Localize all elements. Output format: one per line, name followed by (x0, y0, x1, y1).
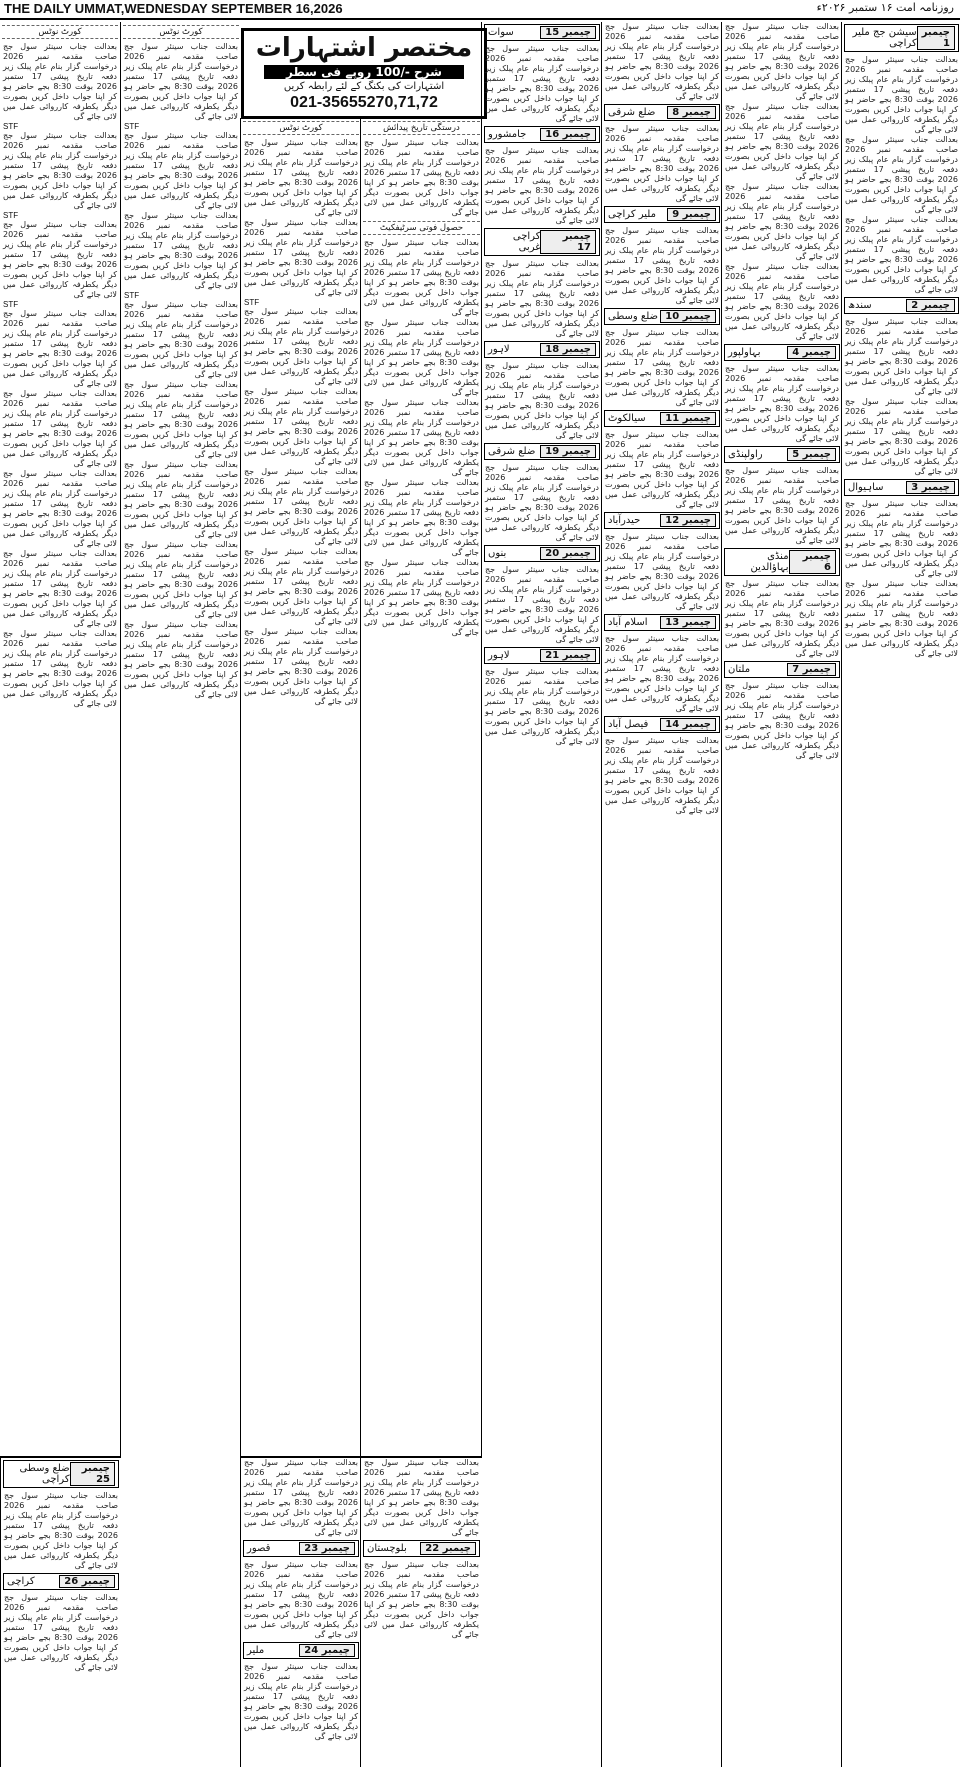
notice-text: بعدالت جناب سینئر سول جج صاحب مقدمہ نمبر 2026 درخواست گزار بنام عام پبلک زیر دفعہ تاریخ پیشی 17 ستمبر 2026 بوقت 8:30 بجے حاضر ہو کر اپنا جواب داخل کریں بصورت دیگر یکطرفہ کارروائی عمل میں لائی جائے گی (605, 430, 719, 509)
notice-text: بعدالت جناب سینئر سول جج صاحب مقدمہ نمبر 2026 درخواست گزار بنام عام پبلک زیر دفعہ تاریخ پیشی 17 ستمبر 2026 بوقت 8:30 بجے حاضر ہو کر اپنا جواب داخل کریں بصورت دیگر یکطرفہ کارروائی عمل میں لائی جائے گی (3, 131, 117, 210)
chamber-title: ملیر کراچی (608, 209, 656, 220)
chamber-number: چیمبر 14 (660, 718, 716, 731)
notice-text: بعدالت جناب سینئر سول جج صاحب مقدمہ نمبر 2026 درخواست گزار بنام عام پبلک زیر دفعہ تاریخ پیشی 17 ستمبر 2026 بوقت 8:30 بجے حاضر ہو کر اپنا جواب داخل کریں بصورت دیگر یکطرفہ کارروائی عمل میں لائی جائے گی (3, 549, 117, 628)
notice-text: بعدالت جناب سینئر سول جج صاحب مقدمہ نمبر 2026 درخواست گزار بنام عام پبلک زیر دفعہ تاریخ پیشی 17 ستمبر 2026 بوقت 8:30 بجے حاضر ہو کر اپنا جواب داخل کریں بصورت دیگر یکطرفہ کارروائی عمل میں لائی جائے گی (244, 387, 358, 466)
chamber-number: چیمبر 21 (540, 649, 596, 662)
birth-cert-header: درستگی تاریخ پیدائش (363, 121, 480, 135)
chamber-title: ضلع شرقی (608, 107, 656, 118)
chamber-title: فیصل آباد (608, 719, 649, 730)
chamber-title: لاہور (488, 344, 510, 355)
notice-text: بعدالت جناب سینئر سول جج صاحب مقدمہ نمبر 2026 درخواست گزار بنام عام پبلک زیر دفعہ تاریخ پیشی 17 ستمبر 2026 بوقت 8:30 بجے حاضر ہو کر اپنا جواب داخل کریں بصورت دیگر یکطرفہ کارروائی عمل میں لائی جائے گی (845, 397, 959, 476)
notice-text: بعدالت جناب سینئر سول جج صاحب مقدمہ نمبر 2026 درخواست گزار بنام عام پبلک زیر دفعہ تاریخ پیشی 17 ستمبر 2026 بوقت 8:30 بجے حاضر ہو کر اپنا جواب داخل کریں بصورت دیگر یکطرفہ کارروائی عمل میں لائی جائے گی (725, 22, 839, 101)
chamber-number: چیمبر 12 (660, 514, 716, 527)
chamber-title: بنوں (488, 548, 507, 559)
column-2 (721, 22, 842, 1767)
notice-text: بعدالت جناب سینئر سول جج صاحب مقدمہ نمبر 2026 درخواست گزار بنام عام پبلک زیر دفعہ تاریخ پیشی 17 ستمبر 2026 بوقت 8:30 بجے حاضر ہو کر اپنا جواب داخل کریں بصورت دیگر یکطرفہ کارروائی عمل میں لائی جائے گی (244, 1458, 358, 1537)
chamber-number: چیمبر 1 (917, 26, 955, 50)
bottom-col-5b (360, 1456, 482, 1767)
chamber-number: چیمبر 11 (660, 412, 716, 425)
classified-ad-box (241, 28, 487, 119)
chamber-box (484, 228, 600, 256)
notice-text: بعدالت جناب سینئر سول جج صاحب مقدمہ نمبر 2026 درخواست گزار بنام عام پبلک زیر دفعہ تاریخ پیشی 17 ستمبر 2026 بوقت 8:30 بجے حاضر ہو کر اپنا جواب داخل کریں بصورت دیگر یکطرفہ کارروائی عمل میں لائی جائے گی (605, 736, 719, 815)
chamber-title: ضلع وسطی کراچی (19, 1463, 70, 1485)
notice-text: بعدالت جناب سینئر سول جج صاحب مقدمہ نمبر 2026 درخواست گزار بنام عام پبلک زیر دفعہ تاریخ پیشی 17 ستمبر 2026 بوقت 8:30 بجے حاضر ہو کر اپنا جواب داخل کریں بصورت دیگر یکطرفہ کارروائی عمل میں لائی جائے گی (485, 565, 599, 644)
notice-text: بعدالت جناب سینئر سول جج صاحب مقدمہ نمبر 2026 درخواست گزار بنام عام پبلک زیر دفعہ تاریخ پیشی 17 ستمبر 2026 بوقت 8:30 بجے حاضر ہو کر اپنا جواب داخل کریں بصورت دیگر یکطرفہ کارروائی عمل میں لائی جائے گی (485, 667, 599, 746)
chamber-number: چیمبر 6 (789, 550, 836, 574)
chamber-title: سیشن جج ملیر کراچی (852, 27, 917, 49)
notice-text: بعدالت جناب سینئر سول جج صاحب مقدمہ نمبر 2026 درخواست گزار بنام عام پبلک زیر دفعہ تاریخ پیشی 17 ستمبر 2026 بوقت 8:30 بجے حاضر ہو کر اپنا جواب داخل کریں بصورت دیگر یکطرفہ کارروائی عمل میں لائی جائے گی (485, 44, 599, 123)
chamber-box (3, 1460, 119, 1488)
chamber-box (484, 545, 600, 562)
chamber-number: چیمبر 26 (59, 1575, 115, 1588)
notice-text: بعدالت جناب سینئر سول جج صاحب مقدمہ نمبر 2026 درخواست گزار بنام عام پبلک زیر دفعہ تاریخ پیشی 17 ستمبر 2026 بوقت 8:30 بجے حاضر ہو کر اپنا جواب داخل کریں بصورت دیگر یکطرفہ کارروائی عمل میں لائی جائے گی (725, 466, 839, 545)
chamber-box (3, 1573, 119, 1590)
ad-title: مختصر اشتہارات (255, 33, 473, 63)
chamber-box (844, 479, 959, 496)
chamber-box (604, 206, 720, 223)
notice-text: بعدالت جناب سینئر سول جج صاحب مقدمہ نمبر 2026 درخواست گزار بنام عام پبلک زیر دفعہ تاریخ پیشی 17 ستمبر 2026 بوقت 8:30 بجے حاضر ہو کر اپنا جواب داخل کریں بصورت دیگر یکطرفہ کارروائی عمل میں لائی جائے گی (124, 540, 238, 619)
notice-text: بعدالت جناب سینئر سول جج صاحب مقدمہ نمبر 2026 درخواست گزار بنام عام پبلک زیر دفعہ تاریخ پیشی 17 ستمبر 2026 بوقت 8:30 بجے حاضر ہو کر اپنا جواب داخل کریں بصورت دیگر یکطرفہ کارروائی عمل میں لائی جائے گی (244, 627, 358, 706)
notice-text: بعدالت جناب سینئر سول جج صاحب مقدمہ نمبر 2026 درخواست گزار بنام عام پبلک زیر دفعہ تاریخ پیشی 17 ستمبر 2026 بوقت 8:30 بجے حاضر ہو کر اپنا جواب داخل کریں بصورت دیگر یکطرفہ کارروائی عمل میں لائی جائے گی (364, 138, 479, 217)
chamber-title: سیالکوٹ (608, 413, 646, 424)
chamber-number: چیمبر 16 (540, 128, 596, 141)
notice-text: بعدالت جناب سینئر سول جج صاحب مقدمہ نمبر 2026 درخواست گزار بنام عام پبلک زیر دفعہ تاریخ پیشی 17 ستمبر 2026 بوقت 8:30 بجے حاضر ہو کر اپنا جواب داخل کریں بصورت دیگر یکطرفہ کارروائی عمل میں لائی جائے گی (124, 380, 238, 459)
chamber-box (243, 1540, 359, 1557)
chamber-title: سوات (488, 27, 514, 38)
chamber-number: چیمبر 8 (667, 106, 716, 119)
court-notice-header: کورٹ نوٹس (2, 25, 118, 39)
notice-text: بعدالت جناب سینئر سول جج صاحب مقدمہ نمبر 2026 درخواست گزار بنام عام پبلک زیر دفعہ تاریخ پیشی 17 ستمبر 2026 بوقت 8:30 بجے حاضر ہو کر اپنا جواب داخل کریں بصورت دیگر یکطرفہ کارروائی عمل میں لائی جائے گی (845, 499, 959, 578)
stf-label: STF (124, 122, 140, 131)
chamber-title: حیدرآباد (608, 515, 641, 526)
chamber-number: چیمبر 4 (787, 346, 836, 359)
chamber-box (484, 647, 600, 664)
notice-text: بعدالت جناب سینئر سول جج صاحب مقدمہ نمبر 2026 درخواست گزار بنام عام پبلک زیر دفعہ تاریخ پیشی 17 ستمبر 2026 بوقت 8:30 بجے حاضر ہو کر اپنا جواب داخل کریں بصورت دیگر یکطرفہ کارروائی عمل میں لائی جائے گی (244, 218, 358, 297)
chamber-number: چیمبر 5 (787, 448, 836, 461)
chamber-title: ضلع وسطی (608, 311, 659, 322)
chamber-number: چیمبر 19 (540, 445, 596, 458)
bottom-col-7 (0, 1456, 121, 1767)
chamber-title: ملتان (728, 664, 751, 675)
chamber-number: چیمبر 23 (299, 1542, 355, 1555)
notice-text: بعدالت جناب سینئر سول جج صاحب مقدمہ نمبر 2026 درخواست گزار بنام عام پبلک زیر دفعہ تاریخ پیشی 17 ستمبر 2026 بوقت 8:30 بجے حاضر ہو کر اپنا جواب داخل کریں بصورت دیگر یکطرفہ کارروائی عمل میں لائی جائے گی (845, 55, 959, 134)
chamber-number: چیمبر 20 (540, 547, 596, 560)
notice-text: بعدالت جناب سینئر سول جج صاحب مقدمہ نمبر 2026 درخواست گزار بنام عام پبلک زیر دفعہ تاریخ پیشی 17 ستمبر 2026 بوقت 8:30 بجے حاضر ہو کر اپنا جواب داخل کریں بصورت دیگر یکطرفہ کارروائی عمل میں لائی جائے گی (124, 620, 238, 699)
notice-text: بعدالت جناب سینئر سول جج صاحب مقدمہ نمبر 2026 درخواست گزار بنام عام پبلک زیر دفعہ تاریخ پیشی 17 ستمبر 2026 بوقت 8:30 بجے حاضر ہو کر اپنا جواب داخل کریں بصورت دیگر یکطرفہ کارروائی عمل میں لائی جائے گی (124, 300, 238, 379)
notice-text: بعدالت جناب سینئر سول جج صاحب مقدمہ نمبر 2026 درخواست گزار بنام عام پبلک زیر دفعہ تاریخ پیشی 17 ستمبر 2026 بوقت 8:30 بجے حاضر ہو کر اپنا جواب داخل کریں بصورت دیگر یکطرفہ کارروائی عمل میں لائی جائے گی (725, 262, 839, 341)
chamber-title: ضلع شرقی (488, 446, 536, 457)
chamber-title: کراچی غربی (512, 231, 541, 253)
column-1 (841, 22, 960, 1767)
notice-text: بعدالت جناب سینئر سول جج صاحب مقدمہ نمبر 2026 درخواست گزار بنام عام پبلک زیر دفعہ تاریخ پیشی 17 ستمبر 2026 بوقت 8:30 بجے حاضر ہو کر اپنا جواب داخل کریں بصورت دیگر یکطرفہ کارروائی عمل میں لائی جائے گی (485, 463, 599, 542)
column-4 (481, 22, 602, 1767)
ad-phone: 021-35655270,71,72 (290, 94, 438, 111)
chamber-box (724, 344, 840, 361)
notice-text: بعدالت جناب سینئر سول جج صاحب مقدمہ نمبر 2026 درخواست گزار بنام عام پبلک زیر دفعہ تاریخ پیشی 17 ستمبر 2026 بوقت 8:30 بجے حاضر ہو کر اپنا جواب داخل کریں بصورت دیگر یکطرفہ کارروائی عمل میں لائی جائے گی (605, 634, 719, 713)
chamber-number: چیمبر 25 (70, 1462, 115, 1486)
notice-text: بعدالت جناب سینئر سول جج صاحب مقدمہ نمبر 2026 درخواست گزار بنام عام پبلک زیر دفعہ تاریخ پیشی 17 ستمبر 2026 بوقت 8:30 بجے حاضر ہو کر اپنا جواب داخل کریں بصورت دیگر یکطرفہ کارروائی عمل میں لائی جائے گی (845, 579, 959, 658)
chamber-box (484, 443, 600, 460)
notice-text: بعدالت جناب سینئر سول جج صاحب مقدمہ نمبر 2026 درخواست گزار بنام عام پبلک زیر دفعہ تاریخ پیشی 17 ستمبر 2026 بوقت 8:30 بجے حاضر ہو کر اپنا جواب داخل کریں بصورت دیگر یکطرفہ کارروائی عمل میں لائی جائے گی (605, 226, 719, 305)
chamber-box (484, 126, 600, 143)
chamber-number: چیمبر 10 (660, 310, 716, 323)
notice-text: بعدالت جناب سینئر سول جج صاحب مقدمہ نمبر 2026 درخواست گزار بنام عام پبلک زیر دفعہ تاریخ پیشی 17 ستمبر 2026 بوقت 8:30 بجے حاضر ہو کر اپنا جواب داخل کریں بصورت دیگر یکطرفہ کارروائی عمل میں لائی جائے گی (605, 22, 719, 101)
chamber-box (604, 104, 720, 121)
chamber-title: بہاولپور (728, 347, 761, 358)
notice-text: بعدالت جناب سینئر سول جج صاحب مقدمہ نمبر 2026 درخواست گزار بنام عام پبلک زیر دفعہ تاریخ پیشی 17 ستمبر 2026 بوقت 8:30 بجے حاضر ہو کر اپنا جواب داخل کریں بصورت دیگر یکطرفہ کارروائی عمل میں لائی جائے گی (364, 238, 479, 317)
chamber-box (724, 548, 840, 576)
chamber-box (484, 341, 600, 358)
chamber-box (844, 297, 959, 314)
chamber-number: چیمبر 3 (906, 481, 955, 494)
chamber-box (604, 512, 720, 529)
notice-text: بعدالت جناب سینئر سول جج صاحب مقدمہ نمبر 2026 درخواست گزار بنام عام پبلک زیر دفعہ تاریخ پیشی 17 ستمبر 2026 بوقت 8:30 بجے حاضر ہو کر اپنا جواب داخل کریں بصورت دیگر یکطرفہ کارروائی عمل میں لائی جائے گی (4, 1593, 118, 1672)
chamber-title: قصور (247, 1543, 271, 1554)
notice-text: بعدالت جناب سینئر سول جج صاحب مقدمہ نمبر 2026 درخواست گزار بنام عام پبلک زیر دفعہ تاریخ پیشی 17 ستمبر 2026 بوقت 8:30 بجے حاضر ہو کر اپنا جواب داخل کریں بصورت دیگر یکطرفہ کارروائی عمل میں لائی جائے گی (124, 131, 238, 210)
stf-label: STF (3, 211, 19, 220)
notice-text: بعدالت جناب سینئر سول جج صاحب مقدمہ نمبر 2026 درخواست گزار بنام عام پبلک زیر دفعہ تاریخ پیشی 17 ستمبر 2026 بوقت 8:30 بجے حاضر ہو کر اپنا جواب داخل کریں بصورت دیگر یکطرفہ کارروائی عمل میں لائی جائے گی (725, 102, 839, 181)
notice-text: بعدالت جناب سینئر سول جج صاحب مقدمہ نمبر 2026 درخواست گزار بنام عام پبلک زیر دفعہ تاریخ پیشی 17 ستمبر 2026 بوقت 8:30 بجے حاضر ہو کر اپنا جواب داخل کریں بصورت دیگر یکطرفہ کارروائی عمل میں لائی جائے گی (3, 629, 117, 708)
bottom-col-5 (240, 1456, 361, 1767)
notice-text: بعدالت جناب سینئر سول جج صاحب مقدمہ نمبر 2026 درخواست گزار بنام عام پبلک زیر دفعہ تاریخ پیشی 17 ستمبر 2026 بوقت 8:30 بجے حاضر ہو کر اپنا جواب داخل کریں بصورت دیگر یکطرفہ کارروائی عمل میں لائی جائے گی (244, 1662, 358, 1741)
chamber-number: چیمبر 18 (540, 343, 596, 356)
chamber-number: چیمبر 15 (540, 26, 596, 39)
chamber-title: اسلام آباد (608, 617, 648, 628)
chamber-number: چیمبر 13 (660, 616, 716, 629)
chamber-number: چیمبر 2 (906, 299, 955, 312)
chamber-number: چیمبر 22 (420, 1542, 476, 1555)
chamber-box (724, 446, 840, 463)
notice-text: بعدالت جناب سینئر سول جج صاحب مقدمہ نمبر 2026 درخواست گزار بنام عام پبلک زیر دفعہ تاریخ پیشی 17 ستمبر 2026 بوقت 8:30 بجے حاضر ہو کر اپنا جواب داخل کریں بصورت دیگر یکطرفہ کارروائی عمل میں لائی جائے گی (244, 1560, 358, 1639)
chamber-number: چیمبر 24 (299, 1644, 355, 1657)
notice-text: بعدالت جناب سینئر سول جج صاحب مقدمہ نمبر 2026 درخواست گزار بنام عام پبلک زیر دفعہ تاریخ پیشی 17 ستمبر 2026 بوقت 8:30 بجے حاضر ہو کر اپنا جواب داخل کریں بصورت دیگر یکطرفہ کارروائی عمل میں لائی جائے گی (605, 124, 719, 203)
notice-text: بعدالت جناب سینئر سول جج صاحب مقدمہ نمبر 2026 درخواست گزار بنام عام پبلک زیر دفعہ تاریخ پیشی 17 ستمبر 2026 بوقت 8:30 بجے حاضر ہو کر اپنا جواب داخل کریں بصورت دیگر یکطرفہ کارروائی عمل میں لائی جائے گی (3, 42, 117, 121)
chamber-box (604, 410, 720, 427)
chamber-number: چیمبر 7 (787, 663, 836, 676)
court-notice-header: کورٹ نوٹس (123, 25, 239, 39)
death-cert-header: حصول فوتی سرٹیفکیٹ (363, 221, 480, 235)
chamber-box (604, 308, 720, 325)
stf-label: STF (124, 291, 140, 300)
chamber-number: چیمبر 17 (540, 230, 596, 254)
chamber-box (724, 661, 840, 678)
column-3 (601, 22, 722, 1767)
notice-text: بعدالت جناب سینئر سول جج صاحب مقدمہ نمبر 2026 درخواست گزار بنام عام پبلک زیر دفعہ تاریخ پیشی 17 ستمبر 2026 بوقت 8:30 بجے حاضر ہو کر اپنا جواب داخل کریں بصورت دیگر یکطرفہ کارروائی عمل میں لائی جائے گی (485, 361, 599, 440)
chamber-box (604, 716, 720, 733)
masthead (0, 0, 960, 20)
notice-text: بعدالت جناب سینئر سول جج صاحب مقدمہ نمبر 2026 درخواست گزار بنام عام پبلک زیر دفعہ تاریخ پیشی 17 ستمبر 2026 بوقت 8:30 بجے حاضر ہو کر اپنا جواب داخل کریں بصورت دیگر یکطرفہ کارروائی عمل میں لائی جائے گی (485, 259, 599, 338)
chamber-title: لاہور (488, 650, 510, 661)
notice-text: بعدالت جناب سینئر سول جج صاحب مقدمہ نمبر 2026 درخواست گزار بنام عام پبلک زیر دفعہ تاریخ پیشی 17 ستمبر 2026 بوقت 8:30 بجے حاضر ہو کر اپنا جواب داخل کریں بصورت دیگر یکطرفہ کارروائی عمل میں لائی جائے گی (605, 532, 719, 611)
chamber-title: ساہیوال (848, 482, 884, 493)
notice-text: بعدالت جناب سینئر سول جج صاحب مقدمہ نمبر 2026 درخواست گزار بنام عام پبلک زیر دفعہ تاریخ پیشی 17 ستمبر 2026 بوقت 8:30 بجے حاضر ہو کر اپنا جواب داخل کریں بصورت دیگر یکطرفہ کارروائی عمل میں لائی جائے گی (364, 1458, 479, 1537)
stf-label: STF (244, 298, 260, 307)
chamber-box (243, 1642, 359, 1659)
notice-text: بعدالت جناب سینئر سول جج صاحب مقدمہ نمبر 2026 درخواست گزار بنام عام پبلک زیر دفعہ تاریخ پیشی 17 ستمبر 2026 بوقت 8:30 بجے حاضر ہو کر اپنا جواب داخل کریں بصورت دیگر یکطرفہ کارروائی عمل میں لائی جائے گی (244, 467, 358, 546)
chamber-number: چیمبر 9 (667, 208, 716, 221)
chamber-title: جامشورو (488, 129, 527, 140)
chamber-box (844, 24, 959, 52)
chamber-title: راولپنڈی (728, 449, 763, 460)
notice-text: بعدالت جناب سینئر سول جج صاحب مقدمہ نمبر 2026 درخواست گزار بنام عام پبلک زیر دفعہ تاریخ پیشی 17 ستمبر 2026 بوقت 8:30 بجے حاضر ہو کر اپنا جواب داخل کریں بصورت دیگر یکطرفہ کارروائی عمل میں لائی جائے گی (3, 220, 117, 299)
notice-text: بعدالت جناب سینئر سول جج صاحب مقدمہ نمبر 2026 درخواست گزار بنام عام پبلک زیر دفعہ تاریخ پیشی 17 ستمبر 2026 بوقت 8:30 بجے حاضر ہو کر اپنا جواب داخل کریں بصورت دیگر یکطرفہ کارروائی عمل میں لائی جائے گی (725, 364, 839, 443)
chamber-box (604, 614, 720, 631)
notice-text: بعدالت جناب سینئر سول جج صاحب مقدمہ نمبر 2026 درخواست گزار بنام عام پبلک زیر دفعہ تاریخ پیشی 17 ستمبر 2026 بوقت 8:30 بجے حاضر ہو کر اپنا جواب داخل کریں بصورت دیگر یکطرفہ کارروائی عمل میں لائی جائے گی (3, 309, 117, 388)
stf-label: STF (3, 300, 19, 309)
notice-text: بعدالت جناب سینئر سول جج صاحب مقدمہ نمبر 2026 درخواست گزار بنام عام پبلک زیر دفعہ تاریخ پیشی 17 ستمبر 2026 بوقت 8:30 بجے حاضر ہو کر اپنا جواب داخل کریں بصورت دیگر یکطرفہ کارروائی عمل میں لائی جائے گی (485, 146, 599, 225)
notice-text: بعدالت جناب سینئر سول جج صاحب مقدمہ نمبر 2026 درخواست گزار بنام عام پبلک زیر دفعہ تاریخ پیشی 17 ستمبر 2026 بوقت 8:30 بجے حاضر ہو کر اپنا جواب داخل کریں بصورت دیگر یکطرفہ کارروائی عمل میں لائی جائے گی (364, 398, 479, 477)
notice-text: بعدالت جناب سینئر سول جج صاحب مقدمہ نمبر 2026 درخواست گزار بنام عام پبلک زیر دفعہ تاریخ پیشی 17 ستمبر 2026 بوقت 8:30 بجے حاضر ہو کر اپنا جواب داخل کریں بصورت دیگر یکطرفہ کارروائی عمل میں لائی جائے گی (845, 317, 959, 396)
notice-text: بعدالت جناب سینئر سول جج صاحب مقدمہ نمبر 2026 درخواست گزار بنام عام پبلک زیر دفعہ تاریخ پیشی 17 ستمبر 2026 بوقت 8:30 بجے حاضر ہو کر اپنا جواب داخل کریں بصورت دیگر یکطرفہ کارروائی عمل میں لائی جائے گی (124, 42, 238, 121)
notice-text: بعدالت جناب سینئر سول جج صاحب مقدمہ نمبر 2026 درخواست گزار بنام عام پبلک زیر دفعہ تاریخ پیشی 17 ستمبر 2026 بوقت 8:30 بجے حاضر ہو کر اپنا جواب داخل کریں بصورت دیگر یکطرفہ کارروائی عمل میں لائی جائے گی (124, 211, 238, 290)
notice-text: بعدالت جناب سینئر سول جج صاحب مقدمہ نمبر 2026 درخواست گزار بنام عام پبلک زیر دفعہ تاریخ پیشی 17 ستمبر 2026 بوقت 8:30 بجے حاضر ہو کر اپنا جواب داخل کریں بصورت دیگر یکطرفہ کارروائی عمل میں لائی جائے گی (845, 215, 959, 294)
chamber-box (363, 1540, 480, 1557)
notice-text: بعدالت جناب سینئر سول جج صاحب مقدمہ نمبر 2026 درخواست گزار بنام عام پبلک زیر دفعہ تاریخ پیشی 17 ستمبر 2026 بوقت 8:30 بجے حاضر ہو کر اپنا جواب داخل کریں بصورت دیگر یکطرفہ کارروائی عمل میں لائی جائے گی (725, 681, 839, 760)
notice-text: بعدالت جناب سینئر سول جج صاحب مقدمہ نمبر 2026 درخواست گزار بنام عام پبلک زیر دفعہ تاریخ پیشی 17 ستمبر 2026 بوقت 8:30 بجے حاضر ہو کر اپنا جواب داخل کریں بصورت دیگر یکطرفہ کارروائی عمل میں لائی جائے گی (3, 469, 117, 548)
notice-text: بعدالت جناب سینئر سول جج صاحب مقدمہ نمبر 2026 درخواست گزار بنام عام پبلک زیر دفعہ تاریخ پیشی 17 ستمبر 2026 بوقت 8:30 بجے حاضر ہو کر اپنا جواب داخل کریں بصورت دیگر یکطرفہ کارروائی عمل میں لائی جائے گی (244, 547, 358, 626)
chamber-title: بلوچستان (367, 1543, 407, 1554)
notice-text: بعدالت جناب سینئر سول جج صاحب مقدمہ نمبر 2026 درخواست گزار بنام عام پبلک زیر دفعہ تاریخ پیشی 17 ستمبر 2026 بوقت 8:30 بجے حاضر ہو کر اپنا جواب داخل کریں بصورت دیگر یکطرفہ کارروائی عمل میں لائی جائے گی (605, 328, 719, 407)
chamber-title: سندھ (848, 300, 872, 311)
notice-text: بعدالت جناب سینئر سول جج صاحب مقدمہ نمبر 2026 درخواست گزار بنام عام پبلک زیر دفعہ تاریخ پیشی 17 ستمبر 2026 بوقت 8:30 بجے حاضر ہو کر اپنا جواب داخل کریں بصورت دیگر یکطرفہ کارروائی عمل میں لائی جائے گی (244, 138, 358, 217)
notice-text: بعدالت جناب سینئر سول جج صاحب مقدمہ نمبر 2026 درخواست گزار بنام عام پبلک زیر دفعہ تاریخ پیشی 17 ستمبر 2026 بوقت 8:30 بجے حاضر ہو کر اپنا جواب داخل کریں بصورت دیگر یکطرفہ کارروائی عمل میں لائی جائے گی (364, 1560, 479, 1639)
chamber-title: منڈی بہاؤالدین (750, 551, 789, 573)
notice-text: بعدالت جناب سینئر سول جج صاحب مقدمہ نمبر 2026 درخواست گزار بنام عام پبلک زیر دفعہ تاریخ پیشی 17 ستمبر 2026 بوقت 8:30 بجے حاضر ہو کر اپنا جواب داخل کریں بصورت دیگر یکطرفہ کارروائی عمل میں لائی جائے گی (244, 307, 358, 386)
notice-text: بعدالت جناب سینئر سول جج صاحب مقدمہ نمبر 2026 درخواست گزار بنام عام پبلک زیر دفعہ تاریخ پیشی 17 ستمبر 2026 بوقت 8:30 بجے حاضر ہو کر اپنا جواب داخل کریں بصورت دیگر یکطرفہ کارروائی عمل میں لائی جائے گی (124, 460, 238, 539)
notice-text: بعدالت جناب سینئر سول جج صاحب مقدمہ نمبر 2026 درخواست گزار بنام عام پبلک زیر دفعہ تاریخ پیشی 17 ستمبر 2026 بوقت 8:30 بجے حاضر ہو کر اپنا جواب داخل کریں بصورت دیگر یکطرفہ کارروائی عمل میں لائی جائے گی (725, 182, 839, 261)
notice-text: بعدالت جناب سینئر سول جج صاحب مقدمہ نمبر 2026 درخواست گزار بنام عام پبلک زیر دفعہ تاریخ پیشی 17 ستمبر 2026 بوقت 8:30 بجے حاضر ہو کر اپنا جواب داخل کریں بصورت دیگر یکطرفہ کارروائی عمل میں لائی جائے گی (364, 478, 479, 557)
notice-text: بعدالت جناب سینئر سول جج صاحب مقدمہ نمبر 2026 درخواست گزار بنام عام پبلک زیر دفعہ تاریخ پیشی 17 ستمبر 2026 بوقت 8:30 بجے حاضر ہو کر اپنا جواب داخل کریں بصورت دیگر یکطرفہ کارروائی عمل میں لائی جائے گی (4, 1491, 118, 1570)
notice-text: بعدالت جناب سینئر سول جج صاحب مقدمہ نمبر 2026 درخواست گزار بنام عام پبلک زیر دفعہ تاریخ پیشی 17 ستمبر 2026 بوقت 8:30 بجے حاضر ہو کر اپنا جواب داخل کریں بصورت دیگر یکطرفہ کارروائی عمل میں لائی جائے گی (364, 318, 479, 397)
notice-text: بعدالت جناب سینئر سول جج صاحب مقدمہ نمبر 2026 درخواست گزار بنام عام پبلک زیر دفعہ تاریخ پیشی 17 ستمبر 2026 بوقت 8:30 بجے حاضر ہو کر اپنا جواب داخل کریں بصورت دیگر یکطرفہ کارروائی عمل میں لائی جائے گی (364, 558, 479, 637)
notice-text: بعدالت جناب سینئر سول جج صاحب مقدمہ نمبر 2026 درخواست گزار بنام عام پبلک زیر دفعہ تاریخ پیشی 17 ستمبر 2026 بوقت 8:30 بجے حاضر ہو کر اپنا جواب داخل کریں بصورت دیگر یکطرفہ کارروائی عمل میں لائی جائے گی (845, 135, 959, 214)
ad-note: اشتہارات کی بکنگ کے لئے رابطہ کریں (283, 81, 445, 92)
notice-text: بعدالت جناب سینئر سول جج صاحب مقدمہ نمبر 2026 درخواست گزار بنام عام پبلک زیر دفعہ تاریخ پیشی 17 ستمبر 2026 بوقت 8:30 بجے حاضر ہو کر اپنا جواب داخل کریں بصورت دیگر یکطرفہ کارروائی عمل میں لائی جائے گی (3, 389, 117, 468)
masthead-urdu: روزنامہ امت ۱۶ ستمبر ۲۰۲۶ء (816, 1, 954, 14)
chamber-box (484, 24, 600, 41)
chamber-title: ملیر (247, 1645, 265, 1656)
stf-label: STF (3, 122, 19, 131)
ad-rate: شرح -/100 روپے فی سطر (264, 65, 464, 79)
column-6 (120, 22, 241, 1767)
notice-text: بعدالت جناب سینئر سول جج صاحب مقدمہ نمبر 2026 درخواست گزار بنام عام پبلک زیر دفعہ تاریخ پیشی 17 ستمبر 2026 بوقت 8:30 بجے حاضر ہو کر اپنا جواب داخل کریں بصورت دیگر یکطرفہ کارروائی عمل میں لائی جائے گی (725, 579, 839, 658)
masthead-english: THE DAILY UMMAT,WEDNESDAY SEPTEMBER 16,2026 (4, 1, 343, 16)
chamber-title: کراچی (7, 1576, 35, 1587)
court-notice-header: کورٹ نوٹس (243, 121, 359, 135)
